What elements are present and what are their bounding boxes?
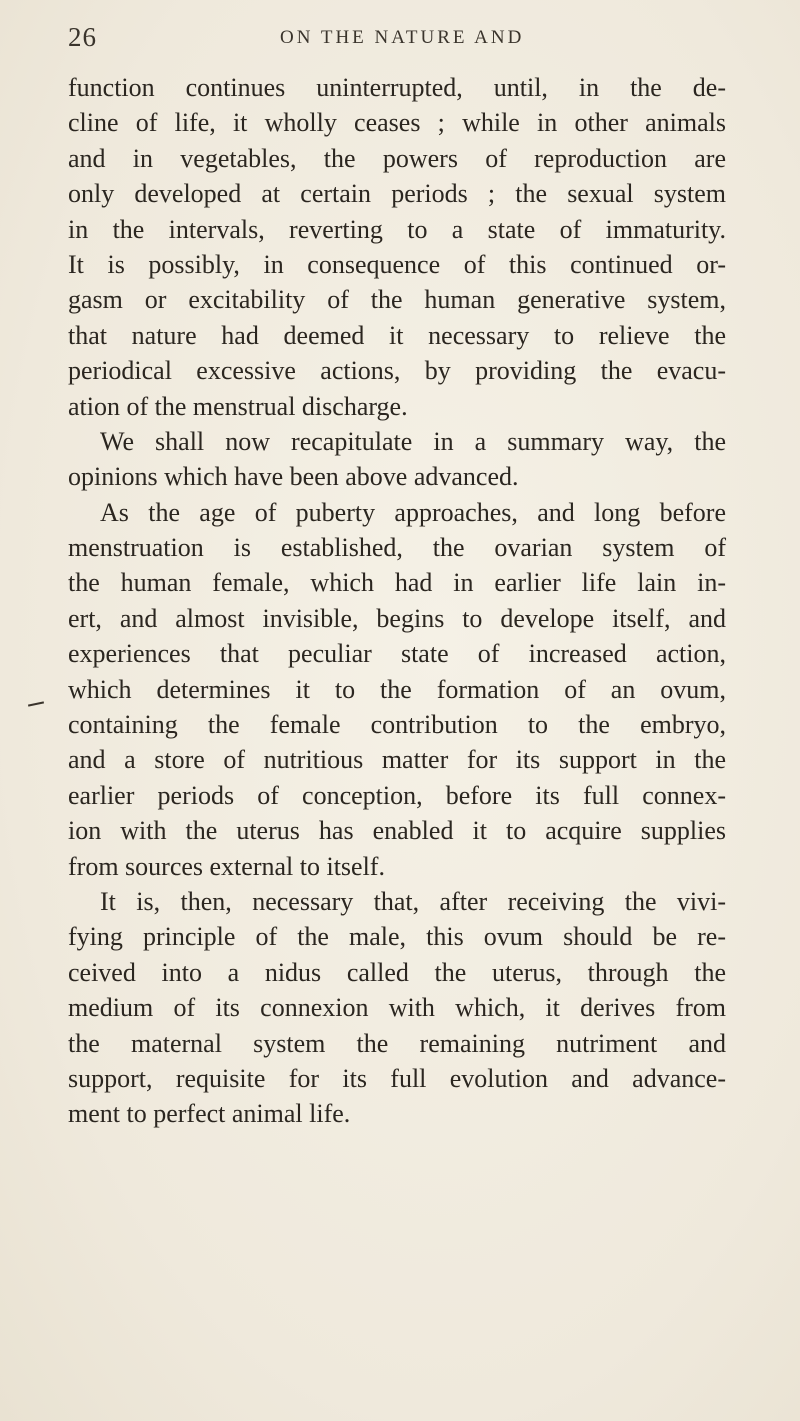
text-line: We shall now recapitulate in a summary way, the: [100, 426, 726, 456]
text-line: medium of its connexion with which, it derives from: [68, 993, 726, 1023]
text-line: cline of life, it wholly ceases ; while in other animals: [68, 108, 726, 138]
text-line: the human female, which had in earlier life lain in-: [68, 568, 726, 598]
text-line: ment to perfect animal life.: [68, 1099, 351, 1129]
text-line: opinions which have been above advanced.: [68, 462, 519, 492]
text-line: support, requisite for its full evolution and advance-: [68, 1063, 726, 1093]
text-line: ion with the uterus has enabled it to acquire supplies: [68, 816, 726, 846]
text-line: ceived into a nidus called the uterus, through the: [68, 957, 726, 987]
margin-pencil-mark: [28, 701, 44, 706]
text-line: and in vegetables, the powers of reproduction are: [68, 143, 726, 173]
text-line: ert, and almost invisible, begins to develope itself, and: [68, 603, 726, 633]
text-line: which determines it to the formation of an ovum,: [68, 674, 726, 704]
text-line: only developed at certain periods ; the sexual system: [68, 179, 726, 209]
text-line: periodical excessive actions, by providing the evacu-: [68, 356, 726, 386]
text-line: fying principle of the male, this ovum should be re-: [68, 922, 726, 952]
text-line: function continues uninterrupted, until, in the de-: [68, 73, 726, 102]
text-line: It is possibly, in consequence of this continued or-: [68, 249, 726, 279]
text-line: and a store of nutritious matter for its support in the: [68, 745, 726, 775]
text-line: earlier periods of conception, before its full connex-: [68, 780, 726, 810]
text-line: menstruation is established, the ovarian system of: [68, 533, 726, 563]
page-number: 26: [68, 22, 97, 52]
running-head: ON THE NATURE AND: [280, 27, 525, 48]
text-line: from sources external to itself.: [68, 851, 385, 881]
text-line: that nature had deemed it necessary to relieve the: [68, 320, 726, 350]
text-line: It is, then, necessary that, after receiving the vivi-: [100, 886, 726, 916]
page-header: [0, 22, 800, 62]
text-line: in the intervals, reverting to a state of immaturity.: [68, 214, 726, 244]
text-line: gasm or excitability of the human generative system,: [68, 285, 726, 315]
text-line: experiences that peculiar state of increased action,: [68, 639, 726, 669]
text-line: As the age of puberty approaches, and long before: [100, 497, 726, 527]
text-line: the maternal system the remaining nutriment and: [68, 1028, 726, 1058]
body-text: [68, 70, 726, 1132]
text-line: containing the female contribution to the embryo,: [68, 710, 726, 740]
text-line: ation of the menstrual discharge.: [68, 391, 408, 421]
